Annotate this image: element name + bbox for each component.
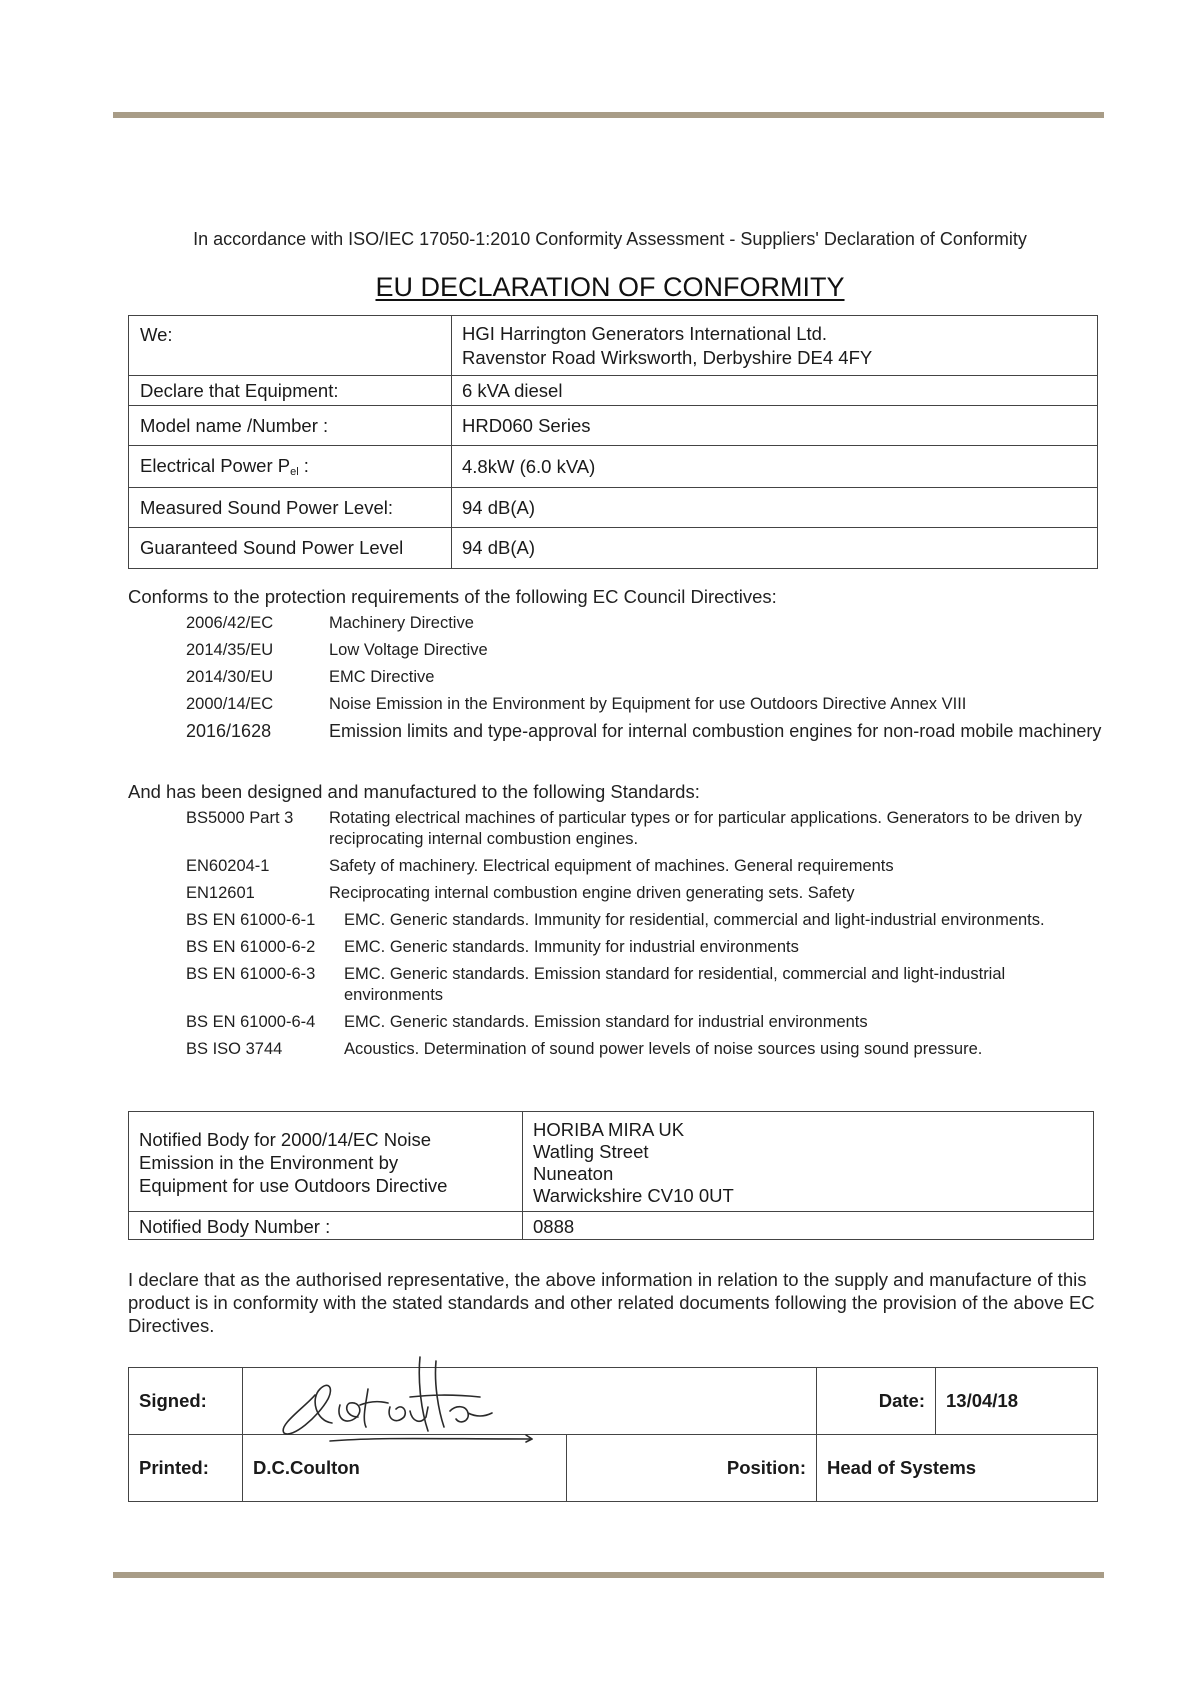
iso-preamble: In accordance with ISO/IEC 17050-1:2010 Conformity Assessment - Suppliers' Declaration of Conformity <box>193 229 1027 249</box>
printed-label: Printed: <box>129 1435 243 1502</box>
notified-body-label-line: Notified Body for 2000/14/EC Noise <box>139 1129 432 1150</box>
table-row <box>129 488 1098 528</box>
directive-code: 2014/30/EU <box>186 668 274 686</box>
power-label-subscript: el <box>290 466 299 478</box>
standard-code: BS ISO 3744 <box>186 1040 283 1058</box>
address-line: HORIBA MIRA UK <box>533 1118 685 1140</box>
model-value: HRD060 Series <box>452 406 1098 446</box>
standard-code: BS EN 61000-6-4 <box>186 1013 316 1031</box>
notified-body-table <box>128 1111 1094 1240</box>
table-row <box>129 376 1098 406</box>
electrical-power-value: 4.8kW (6.0 kVA) <box>452 446 1098 488</box>
model-label: Model name /Number : <box>129 406 452 446</box>
standard-desc: EMC. Generic standards. Emission standard for residential, commercial and light-industrial environments <box>344 965 1006 1004</box>
table-row <box>129 406 1098 446</box>
measured-sound-label: Measured Sound Power Level: <box>129 488 452 528</box>
signed-label: Signed: <box>129 1368 243 1435</box>
list-item <box>186 910 1106 931</box>
directive-desc: Noise Emission in the Environment by Equipment for use Outdoors Directive Annex VIII <box>329 695 967 713</box>
standard-code: BS5000 Part 3 <box>186 809 294 827</box>
directives-list <box>186 613 1106 742</box>
list-item <box>186 613 1106 634</box>
standard-desc: EMC. Generic standards. Immunity for residential, commercial and light-industrial environments. <box>344 911 1045 929</box>
position-label: Position: <box>567 1435 817 1502</box>
notified-body-label <box>129 1112 523 1212</box>
table-row <box>129 1112 1094 1212</box>
standard-desc: EMC. Generic standards. Emission standard for industrial environments <box>344 1013 868 1031</box>
list-item <box>186 883 1106 904</box>
list-item <box>186 667 1106 688</box>
guaranteed-sound-value: 94 dB(A) <box>452 528 1098 569</box>
standard-code: BS EN 61000-6-1 <box>186 911 316 929</box>
standard-desc: Reciprocating internal combustion engine driven generating sets. Safety <box>329 884 855 902</box>
standard-desc: EMC. Generic standards. Immunity for industrial environments <box>344 938 799 956</box>
date-label: Date: <box>817 1368 936 1435</box>
directive-desc: Emission limits and type-approval for internal combustion engines for non-road mobile machinery <box>329 721 1102 741</box>
date-value: 13/04/18 <box>936 1368 1098 1435</box>
directive-desc: EMC Directive <box>329 668 435 686</box>
address-line: Watling Street <box>533 1140 649 1162</box>
position-value: Head of Systems <box>817 1435 1098 1502</box>
standard-desc: Acoustics. Determination of sound power levels of noise sources using sound pressure. <box>344 1040 983 1058</box>
handwritten-signature <box>270 1347 540 1447</box>
guaranteed-sound-label: Guaranteed Sound Power Level <box>129 528 452 569</box>
list-item <box>186 694 1106 715</box>
table-row <box>129 1212 1094 1240</box>
power-label-colon: : <box>298 455 309 476</box>
standard-desc: Rotating electrical machines of particular types or for particular applications. Generators to be driven by reciprocating internal combustion engines. <box>329 809 1082 848</box>
notified-body-label-line: Equipment for use Outdoors Directive <box>139 1175 448 1196</box>
notified-body-number-value: 0888 <box>523 1212 1094 1240</box>
power-label-text: Electrical Power P <box>140 455 291 476</box>
standard-code: BS EN 61000-6-2 <box>186 938 316 956</box>
list-item <box>186 808 1106 850</box>
standard-code: EN60204-1 <box>186 857 270 875</box>
list-item <box>186 721 1106 742</box>
directive-code: 2016/1628 <box>186 721 272 741</box>
list-item <box>186 640 1106 661</box>
notified-body-number-label: Notified Body Number : <box>129 1212 523 1240</box>
address-line: Warwickshire CV10 0UT <box>533 1184 734 1206</box>
directive-desc: Low Voltage Directive <box>329 641 488 659</box>
directive-code: 2014/35/EU <box>186 641 274 659</box>
notified-body-label-line: Emission in the Environment by <box>139 1152 399 1173</box>
address-line: Nuneaton <box>533 1162 614 1184</box>
table-row <box>129 316 1098 376</box>
we-label: We: <box>129 316 452 376</box>
measured-sound-value: 94 dB(A) <box>452 488 1098 528</box>
equipment-value: 6 kVA diesel <box>452 376 1098 406</box>
table-row <box>129 446 1098 488</box>
list-item <box>186 964 1106 1006</box>
directive-code: 2006/42/EC <box>186 614 274 632</box>
top-decorative-rule <box>113 112 1104 118</box>
printed-value: D.C.Coulton <box>243 1435 567 1502</box>
declaration-statement: I declare that as the authorised representative, the above information in relation to the supply and manufacture of this product is in conformity with the stated standards and other related documents following the provision of the above EC Directives. <box>128 1269 1095 1336</box>
equipment-table <box>128 315 1098 569</box>
standard-desc: Safety of machinery. Electrical equipment of machines. General requirements <box>329 857 894 875</box>
list-item <box>186 937 1106 958</box>
standard-code: BS EN 61000-6-3 <box>186 965 316 983</box>
directive-code: 2000/14/EC <box>186 695 274 713</box>
manufacturer-name: HGI Harrington Generators International Ltd. <box>462 322 828 344</box>
directives-intro: Conforms to the protection requirements of the following EC Council Directives: <box>128 586 777 607</box>
standards-intro: And has been designed and manufactured to the following Standards: <box>128 781 700 802</box>
list-item <box>186 1012 1106 1033</box>
bottom-decorative-rule <box>113 1572 1104 1578</box>
equipment-label: Declare that Equipment: <box>129 376 452 406</box>
standards-list <box>186 808 1106 1060</box>
document-title: EU DECLARATION OF CONFORMITY <box>375 272 845 302</box>
list-item <box>186 1039 1106 1060</box>
list-item <box>186 856 1106 877</box>
manufacturer-cell <box>452 316 1098 376</box>
notified-body-address <box>523 1112 1094 1212</box>
standard-code: EN12601 <box>186 884 255 902</box>
manufacturer-address: Ravenstor Road Wirksworth, Derbyshire DE4 4FY <box>462 346 873 368</box>
electrical-power-label <box>129 446 452 488</box>
directive-desc: Machinery Directive <box>329 614 474 632</box>
table-row <box>129 528 1098 569</box>
